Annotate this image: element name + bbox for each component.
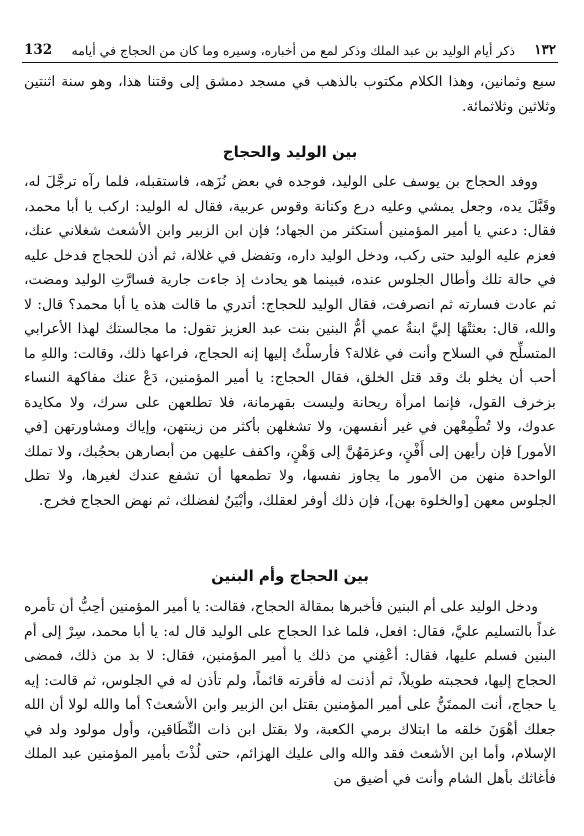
page-number: 132 (24, 42, 53, 58)
page-number-arabic: ١٣٢ (534, 42, 556, 58)
running-title: ذكر أيام الوليد بن عبد الملك وذكر لمع من أخباره، وسيره وما كان من الحجاج في أيامه (71, 43, 515, 58)
header-rule (22, 62, 558, 63)
paragraph-text: ودخل الوليد على أم البنين فأخبرها بمقالة الحجاج، فقالت: يا أمير المؤمنين أحِبُّ أن تأمره غداً بالتسليم عليَّ، فقال: افعل، فلما غدا الحجاج على الوليد قال له: يا أبا محمد، سِرْ إلى أم البنين فسلم عليها، فقال: أعْفِني من ذلك يا أمير المؤمنين، فقال: لا بد من ذلك، فمضى الحجاج إليها، فحجبته طويلاً، ثم أذنت له فأقرته قائماً، ولم تأذن له في الجلوس، ثم قالت: إيه يا حجاج، أنت الممتَنُّ على أمير المؤمنين بقتل ابن الزبير وابن الأشعث؟ أما والله لولا أن الله جعلك أهْوَنَ خلقه ما ابتلاك برمي الكعبة، ولا بقتل ابن ذات النِّطَاقين، وأول مولود ولد في الإسلام، وأما ابن الأشعث فقد والله والى عليك الهزائم، حتى لُذْتَ بأمير المؤمنين عبد الملك فأغاثك بأهل الشام وأنت في أضيق من (24, 599, 556, 787)
paragraph-continuation (24, 70, 556, 119)
paragraph-body (24, 595, 556, 791)
section-heading: بين الوليد والحجاج (222, 143, 358, 161)
paragraph-body (24, 170, 556, 513)
paragraph-text: سبع وثمانين، وهذا الكلام مكتوب بالذهب في مسجد دمشق إلى وقتنا هذا، وهو سنة اثنتين وثلاثين وثلاثمائة. (24, 74, 556, 115)
section-heading: بين الحجاج وأم البنين (211, 567, 369, 585)
paragraph-text: ووفد الحجاج بن يوسف على الوليد، فوجده في بعض نُزَهه، فاستقبله، فلما رآه ترجَّلَ له، وقَبَّلَ يده، وجعل يمشي وعليه درع وكنانة وقوس عربية، فقال له الوليد: اركب يا أبا محمد، فقال: دعني يا أمير المؤمنين أستكثر من الجهاد؛ فإن ابن الزبير وابن الأشعث شغلاني عنك، فعزم عليه الوليد حتى ركب، ودخل الوليد داره، وتفضل في غلالة، ثم أذن للحجاج فدخل عليه في حالة تلك وأطال الجلوس عنده، فبينما هو يحادث إذ جاءت جارية فسارَّتِ الوليد ومضت، ثم عادت فسارته ثم انصرفت، فقال الوليد للحجاج: أتدري ما قالت هذه يا أبا محمد؟ قال: لا والله، قال: بعثتْهَا إليَّ ابنةُ عمي أمُّ البنين بنت عبد العزيز تقول: ما مجالستك لهذا الأعرابي المتسلِّح في السلاح وأنت في غلالة؟ فأرسلْتُ إليها إنه الحجاج، فراعها ذلك، وقالت: واللهِ ما أحب أن يخلو بك وقد قتل الخلق، فقال الحجاج: يا أمير المؤمنين، دَعْ عنك مفاكهة النساء بزخرف القول، فإنما امرأة ريحانة وليست بقهرمانة، فلا تطلعهن على سرك، ولا مكايدة عدوك، ولا تُطْمِعْهن في غير أنفسهن، ولا تشغلهن بأكثر من زينتهن، وإياك ومشاورتهن [في الأمور] فإن رأيهن إلى أَفْنٍ، وعزمَهُنَّ إلى وَهْنٍ، واكفف عليهن من أبصارهن بحجُبك، ولا تملك الواحدة منهن من الأمور ما يجاوز نفسها، ولا تطمعها أن تشفع عندك لغيرها، ولا تطل الجلوس معهن [والخلوة بهن]، فإن ذلك أوفر لعقلك، وأبْيَنُ لفضلك، ثم نهض الحجاج فخرج. (24, 174, 556, 509)
running-header (24, 36, 556, 58)
